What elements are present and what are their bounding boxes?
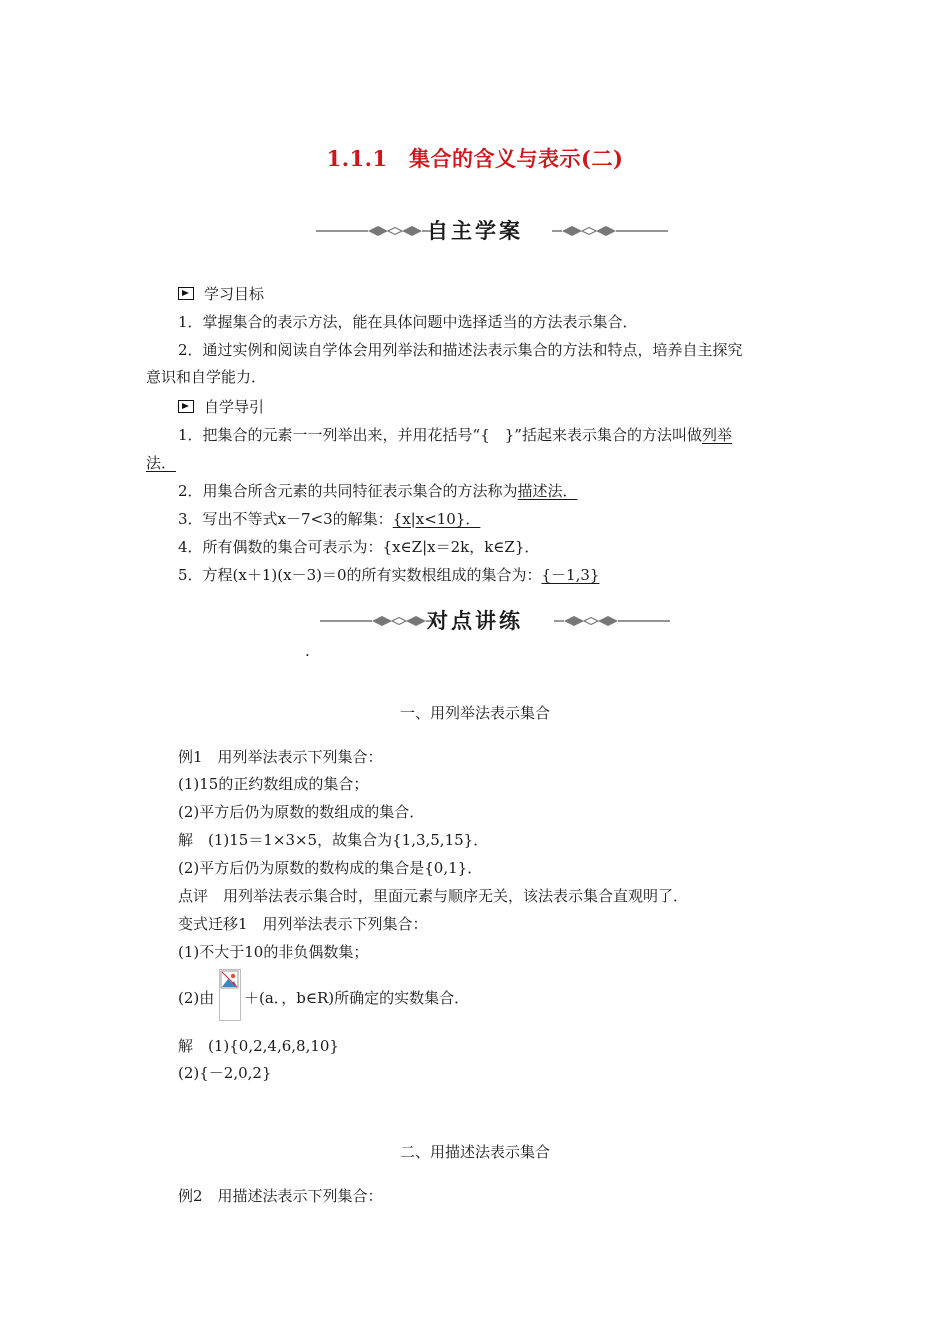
part1-answer: 解 (1){0,2,4,6,8,10} <box>178 1037 339 1055</box>
guide-item-3 <box>178 508 480 529</box>
section-heading-label: 自学导引 <box>204 398 265 416</box>
guide-answer: 列举 <box>701 426 732 444</box>
part1-line: (1)不大于10的非负偶数集； <box>178 943 369 961</box>
broken-image-icon <box>219 969 241 1021</box>
part2-heading: 二、用描述法表示集合 <box>399 1143 550 1161</box>
part1-line: 例1 用列举法表示下列集合： <box>178 748 383 766</box>
section-heading-goals <box>178 283 264 304</box>
guide-item-4: 4．所有偶数的集合可表示为：{x∈Z|x＝2k，k∈Z}． <box>178 538 540 556</box>
broken-image-glyph <box>220 970 240 990</box>
guide-answer: {－1,3} <box>541 566 600 584</box>
guide-text: 2．用集合所含元素的共同特征表示集合的方法称为 <box>178 482 518 500</box>
part1-answer: (2){－2,0,2} <box>178 1064 272 1082</box>
page-title: 1.1.1 集合的含义与表示(二) <box>326 146 624 171</box>
goal-item: 2．通过实例和阅读自学体会用列举法和描述法表示集合的方法和特点，培养自主探究 <box>178 341 743 359</box>
banner-practice <box>0 603 950 637</box>
part1-heading: 一、用列举法表示集合 <box>399 704 550 722</box>
part1-line: 点评 用列举法表示集合时，里面元素与顺序无关，该法表示集合直观明了． <box>178 887 689 905</box>
stray-dot: . <box>305 642 310 660</box>
guide-text: 3．写出不等式x－7<3的解集： <box>178 510 393 528</box>
part1-line-with-image-rest: ＋(a．，b∈R)所确定的实数集合． <box>244 989 470 1007</box>
part1-line: 解 (1)15＝1×3×5，故集合为{1,3,5,15}． <box>178 831 489 849</box>
guide-answer: {x|x<10}． <box>392 510 481 528</box>
part1-line-with-image: (2)由 <box>178 989 215 1007</box>
section-heading-guide <box>178 396 264 417</box>
guide-text: 5．方程(x＋1)(x－3)＝0的所有实数根组成的集合为： <box>178 566 542 584</box>
part1-line: (2)平方后仍为原数的数组成的集合． <box>178 803 425 821</box>
guide-item-5 <box>178 564 599 585</box>
play-icon <box>178 287 194 300</box>
goal-item: 意识和自学能力． <box>146 368 267 386</box>
guide-answer: 描述法． <box>517 482 578 500</box>
banner-title: 自主学案 <box>427 219 523 243</box>
guide-answer: 法． <box>146 454 177 472</box>
part2-line: 例2 用描述法表示下列集合： <box>178 1187 383 1205</box>
part1-line: 变式迁移1 用列举法表示下列集合： <box>178 915 428 933</box>
part1-line: (2)平方后仍为原数的数构成的集合是{0,1}． <box>178 859 483 877</box>
guide-item-2 <box>178 480 578 501</box>
guide-item-1 <box>178 424 732 445</box>
part1-line: (1)15的正约数组成的集合； <box>178 775 369 793</box>
guide-text: 1．把集合的元素一一列举出来，并用花括号“{ }”括起来表示集合的方法叫做 <box>178 426 702 444</box>
section-heading-label: 学习目标 <box>204 285 265 303</box>
banner-self-study <box>0 213 950 247</box>
play-icon <box>178 400 194 413</box>
goal-item: 1．掌握集合的表示方法，能在具体问题中选择适当的方法表示集合． <box>178 313 638 331</box>
banner-title: 对点讲练 <box>427 609 523 633</box>
